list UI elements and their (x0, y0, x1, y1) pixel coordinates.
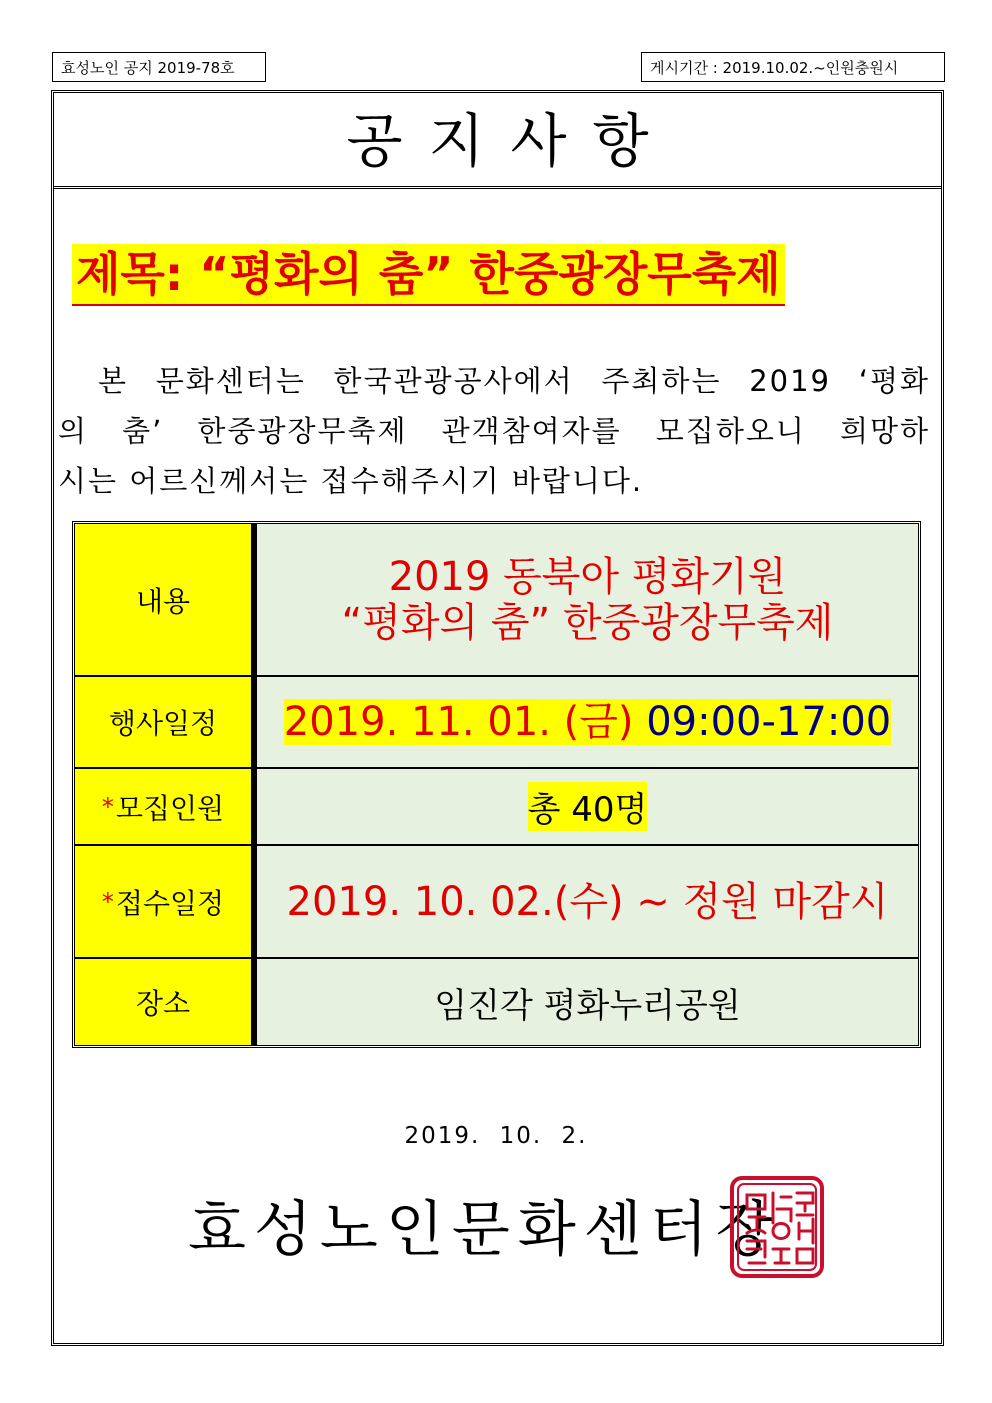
apply-label: 접수일정 (115, 886, 225, 920)
table-row (75, 677, 918, 769)
official-seal-icon (729, 1175, 825, 1279)
apply-label-cell (75, 846, 257, 957)
subject-line: 제목: “평화의 춤” 한중광장무축제 (72, 244, 785, 306)
notice-header (54, 93, 941, 189)
recruit-value: 총 40명 (528, 782, 648, 831)
page-title: 공지사항 (346, 107, 675, 175)
apply-value: 2019. 10. 02.(수) ~ 정원 마감시 (286, 878, 889, 925)
table-row (75, 846, 918, 959)
required-star: * (101, 792, 114, 821)
content-line-2: “평화의 춤” 한중광장무축제 (341, 599, 834, 646)
schedule-label: 행사일정 (75, 677, 257, 767)
notice-number: 효성노인 공지 2019-78호 (52, 52, 266, 82)
apply-value-cell (257, 846, 918, 957)
required-star: * (101, 887, 114, 916)
recruit-value-cell (257, 769, 918, 844)
place-label: 장소 (75, 959, 257, 1045)
notice-date: 2019. 10. 2. (404, 1123, 588, 1149)
table-row (75, 959, 918, 1045)
intro-line: 시는 어르신께서는 접수해주시기 바랍니다. (58, 464, 644, 498)
schedule-date: 2019. 11. 01. (금) (283, 699, 634, 745)
content-line-1: 2019 동북아 평화기원 (388, 553, 787, 600)
posting-period: 게시기간 : 2019.10.02.~인원충원시 (641, 52, 945, 82)
content-value (257, 524, 918, 675)
schedule-highlight (284, 699, 891, 745)
schedule-time: 09:00-17:00 (646, 699, 892, 745)
content-label: 내용 (75, 524, 257, 675)
place-value-cell (257, 959, 918, 1045)
signature: 효성노인문화센터장 (188, 1195, 782, 1265)
table-row (75, 524, 918, 677)
schedule-value (257, 677, 918, 767)
intro-paragraph (58, 356, 930, 506)
table-row (75, 769, 918, 846)
intro-line: 본 문화센터는 한국관광공사에서 주최하는 2019 ‘평화 (98, 364, 930, 398)
recruit-label: 모집인원 (115, 791, 225, 825)
event-info-table (72, 521, 921, 1048)
place-value: 임진각 평화누리공원 (434, 985, 741, 1026)
intro-line: 의 춤’ 한중광장무축제 관객참여자를 모집하오니 희망하 (58, 414, 930, 448)
recruit-label-cell (75, 769, 257, 844)
